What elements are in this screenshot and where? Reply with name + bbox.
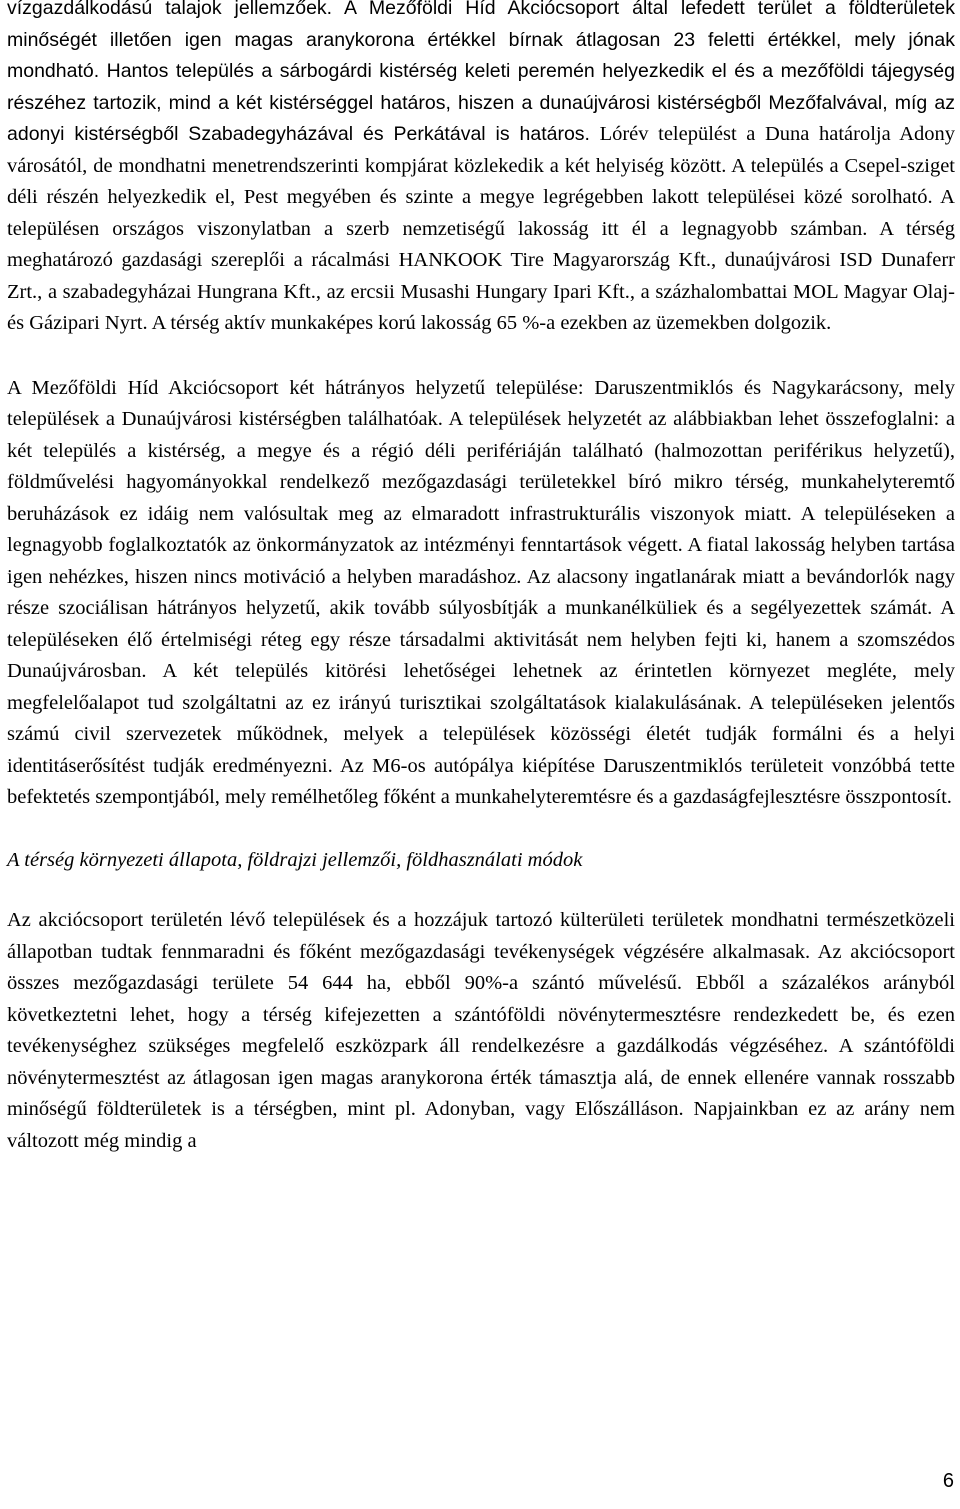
paragraph-region-description [7, 0, 955, 340]
paragraph-disadvantaged-settlements: A Mezőföldi Híd Akciócsoport két hátrányos helyzetű települése: Daruszentmiklós és Nagykarácsony, mely települések a Dunaújvárosi kistérségben találhatóak. A települések helyzetét az alábbiakban lehet összefoglalni: a két település a kistérség, a megye és a régió déli perifériáján található (halmozottan periférikus helyzetű), földművelési hagyományokkal rendelkező mezőgazdasági területekkel bíró mikro térség, munkahelyteremtő beruházások ez idáig nem valósultak meg az elmaradott infrastrukturális viszonyok miatt. A településeken a legnagyobb foglalkoztatók az önkormányzatok az intézményi fenntartások végett. A fiatal lakosság helyben tartása igen nehézkes, hiszen nincs motiváció a helyben maradáshoz. Az alacsony ingatlanárak miatt a bevándorlók nagy része szociálisan hátrányos helyzetű, akik tovább súlyosbítják a munkanélküliek és a segélyezettek számát. A településeken élő értelmiségi réteg egy része társadalmi aktivitását nem helyben fejti ki, hanem a szomszédos Dunaújvárosban. A két település kitörési lehetőségei lehetnek az érintetlen környezet megléte, mely megfelelőalapot tud szolgáltatni az ez irányú turisztikai szolgáltatások kialakulásának. A településeken jelentős számú civil szervezetek működnek, melyek a települések közösségi életét tudják formálni és a helyi identitáserősítést tudják eredményezni. Az M6-os autópálya kiépítése Daruszentmiklós területeit vonzóbbá tette befektetés szempontjából, mely remélhetőleg főként a munkahelyteremtésre és a gazdaságfejlesztésre összpontosít. [7, 376, 955, 808]
section-heading: A térség környezeti állapota, földrajzi jellemzői, földhasználati módok [7, 848, 583, 871]
paragraph-land-use: Az akciócsoport területén lévő települések és a hozzájuk tartozó külterületi területek mondhatni természetközeli állapotban tudtak fennmaradni és főként mezőgazdasági tevékenységek végzésére alkalmasak. Az akciócsoport összes mezőgazdasági területe 54 644 ha, ebből 90%-a szántó művelésű. Ebből a százalékos arányból következtetni lehet, hogy a térség kifejezetten a szántóföldi növénytermesztésre rendezkedett be, és ezen tevékenységhez szükséges megfelelő eszközpark áll rendelkezésre a gazdálkodás végzéséhez. A szántóföldi növénytermesztést az átlagosan igen magas aranykorona érték támasztja alá, de ennek ellenére vannak rosszabb minőségű földterületek is a térségben, mint pl. Adonyban, vagy Előszálláson. Napjainkban ez az arány nem változott még mindig a [7, 909, 955, 1152]
paragraph-lorev-segment: Lórév települést a Duna határolja Adony városától, de mondhatni menetrendszerinti kompjárat közlekedik a két helyiség között. A település a Csepel-sziget déli részén helyezkedik el, Pest megyében és szinte a megye legrégebben lakott települései közé sorolható. A településen országos viszonylatban a szerb nemzetiségű lakosság itt él a legnagyobb számban. A térség meghatározó gazdasági szereplői a rácalmási HANKOOK Tire Magyarország Kft., dunaújvárosi ISD Dunaferr Zrt., a szabadegyházai Hungrana Kft., az ercsii Musashi Hungary Ipari Kft., a százhalombattai MOL Magyar Olaj- és Gázipari Nyrt. A térség aktív munkaképes korú lakosság 65 %-a ezekben az üzemekben dolgozik. [7, 123, 955, 334]
document-page [7, 0, 955, 1157]
paragraph-hantos-segment: vízgazdálkodású talajok jellemzőek. A Mezőföldi Híd Akciócsoport által lefedett terület a földterületek minőségét illetően igen magas aranykorona értékkel bírnak átlagosan 23 feletti értékkel, mely jónak mondható. Hantos település a sárbogárdi kistérség keleti peremén helyezkedik el és a mezőföldi tájegység részéhez tartozik, mind a két kistérséggel határos, hiszen a dunaújvárosi kistérségből Mezőfalvával, míg az adonyi kistérségből Szabadegyházával és Perkátával is határos. [7, 0, 955, 145]
page-number: 6 [942, 1470, 954, 1492]
